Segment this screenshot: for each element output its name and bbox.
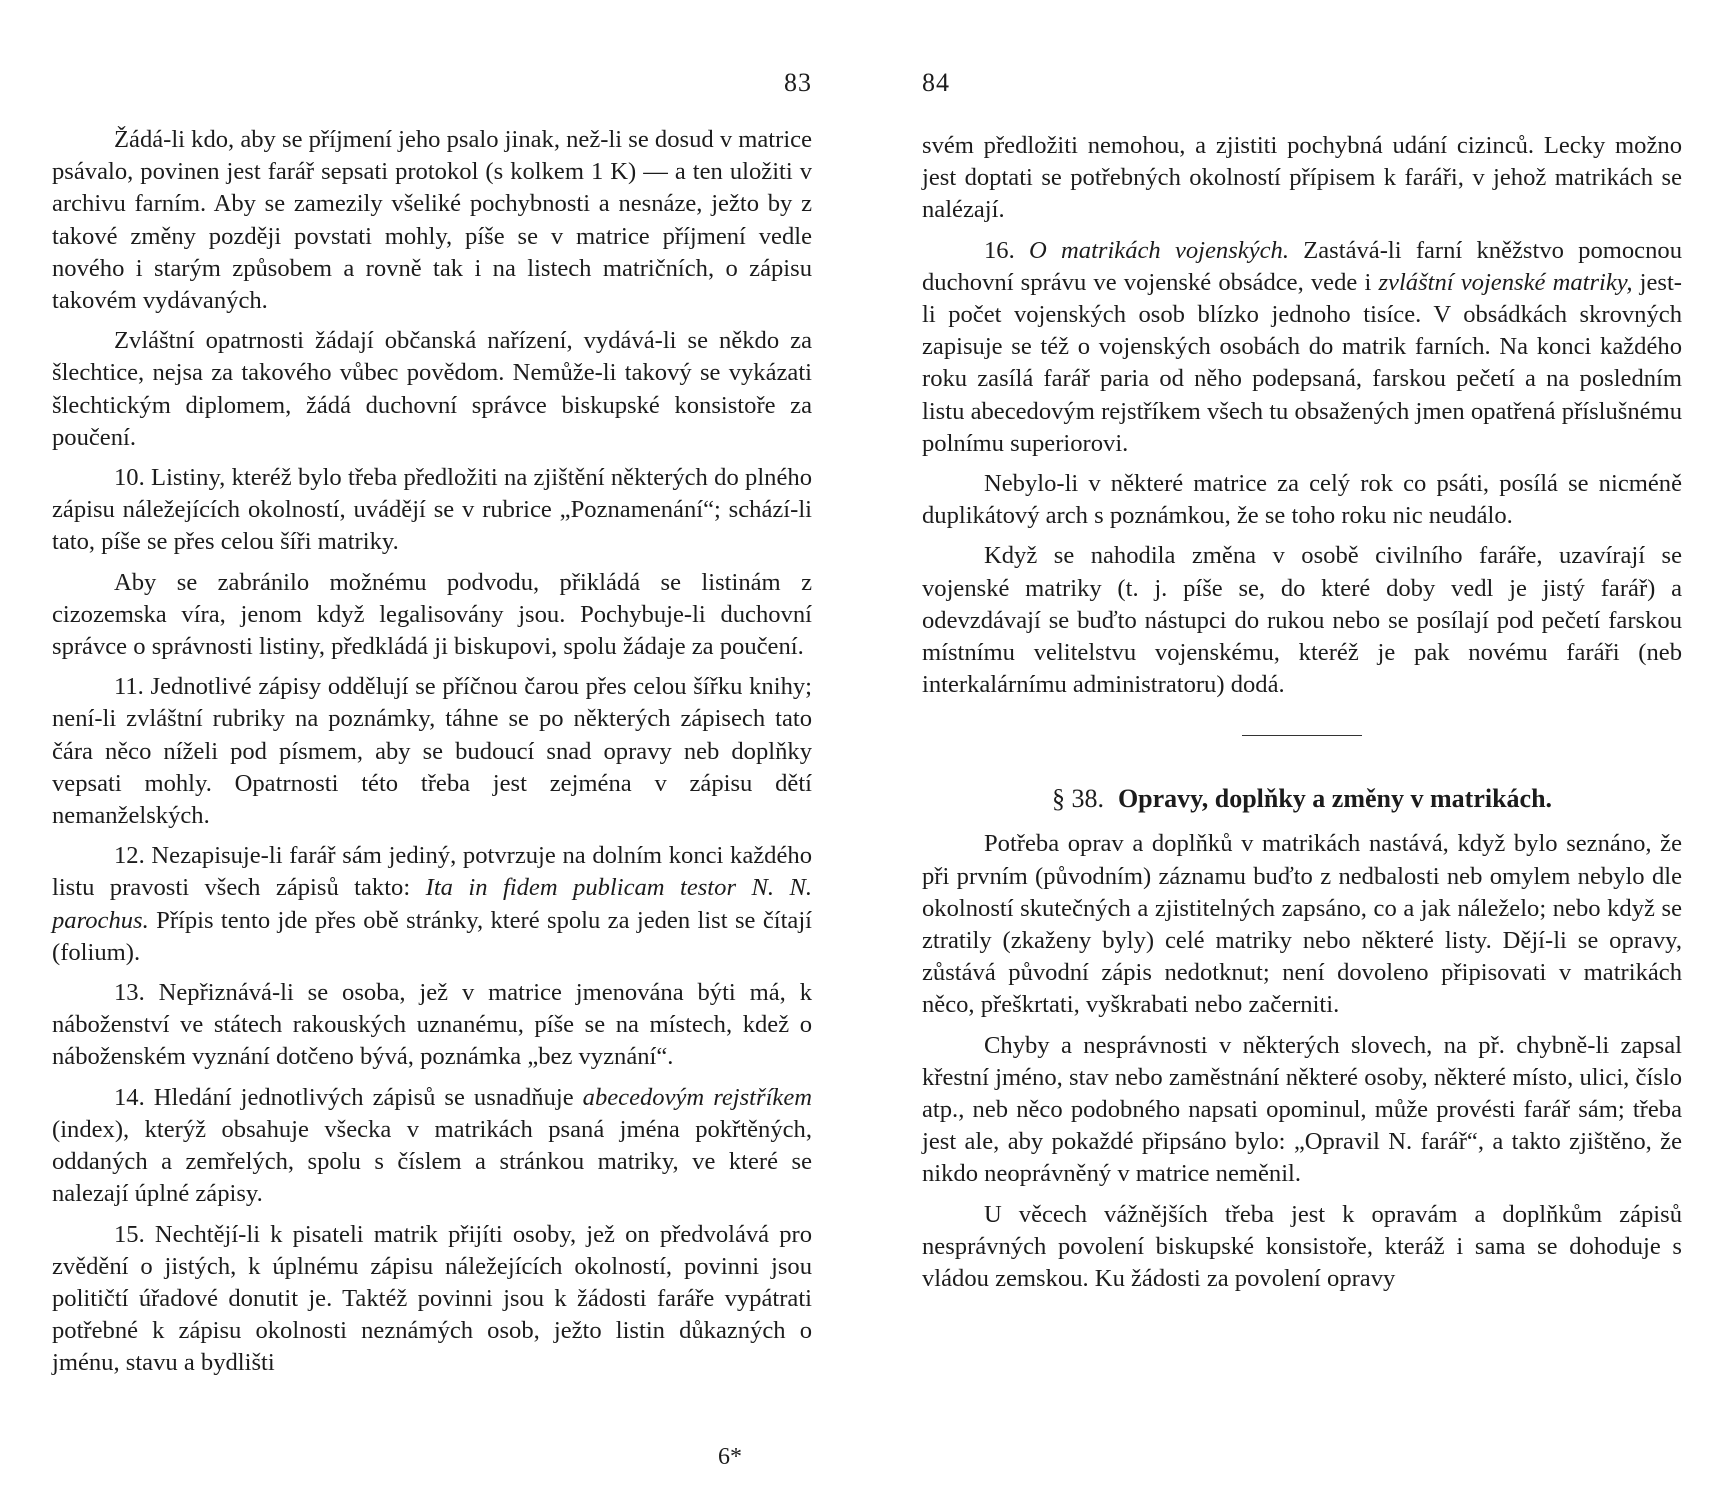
emphasis-term: zvláštní vojenské matriky, [1378, 268, 1633, 296]
paragraph: 15. Nechtějí-li k pisateli matrik přijíti osoby, jež on předvolává pro zvědění o jistých, k úplnému zápisu náležejících okolností, povinni jsou političtí úřadové donutit je. Taktéž povinni jsou k žádosti faráře vypátrati potřebné k zápisu okolnosti neznámých osob, ježto listin důkazných o jménu, stavu a bydlišti [52, 1220, 812, 1377]
paragraph: Zvláštní opatrnosti žádají občanská nařízení, vydává-li se někdo za šlechtice, nejsa za takového vůbec povědom. Nemůže-li takový se vykázati šlechtickým diplomem, žádá duchovní správce biskupské konsistoře za poučení. [52, 327, 812, 451]
paragraph: Potřeba oprav a doplňků v matrikách nastává, když bylo seznáno, že při prvním (původním) záznamu buďto z nedbalosti neb omylem nebylo dle okolností skutečných a zjistitelných zapsáno, co a jak náleželo; nebo když se ztratily (zkaženy byly) celé matriky nebo některé listy. Dějí-li se opravy, zůstává původní zápis nedotknut; není dovoleno připisovati v matrikách něco, přeškrtati, vyškrabati nebo začerniti. [922, 830, 1682, 1019]
emphasis-term: abecedovým rejstříkem [582, 1083, 813, 1111]
paragraph-text: Přípis tento jde přes obě stránky, které spolu za jeden list se čítají (folium). [52, 906, 812, 966]
section-number: § 38. [1051, 784, 1104, 814]
paragraph-text: 12. Nezapisuje-li farář sám jediný, potvrzuje na dolním konci každého listu pravosti všech zápisů takto: [52, 842, 812, 902]
paragraph-text: Zastává-li farní kněžstvo pomocnou duchovní správu ve vojenské obsádce, vede i [922, 236, 1682, 296]
emphasis-term: O matrikách vojenských. [1029, 236, 1289, 264]
paragraph: 10. Listiny, kteréž bylo třeba předložiti na zjištění některých do plného zápisu náležejících okolností, uvádějí se v rubrice „Poznamenání“; schází-li tato, píše se přes celou šíři matriky. [52, 464, 812, 556]
left-body-text [52, 124, 812, 1388]
paragraph-text: 14. Hledání jednotlivých zápisů se usnadňuje [114, 1083, 583, 1111]
signature-mark: 6* [718, 1444, 742, 1470]
paragraph: Aby se zabránilo možnému podvodu, přikládá se listinám z cizozemska víra, jenom když legalisovány jsou. Pochybuje-li duchovní správce o správnosti listiny, předkládá ji biskupovi, spolu žádaje za poučení. [52, 568, 812, 661]
right-body-text [922, 130, 1682, 1303]
paragraph-text: 16. [984, 236, 1029, 264]
paragraph: U věcech vážnějších třeba jest k opravám a doplňkům zápisů nesprávných povolení biskupské konsistoře, kteráž i sama se dohoduje s vládou zemskou. Ku žádosti za povolení opravy [922, 1200, 1682, 1293]
paragraph [52, 1082, 812, 1211]
latin-formula: Ita in fidem publicam testor N. N. parochus. [52, 874, 812, 934]
paragraph [52, 840, 812, 969]
section-heading [922, 782, 1682, 816]
paragraph: 11. Jednotlivé zápisy oddělují se příčnou čarou přes celou šířku knihy; není-li zvláštní rubriky na poznámky, táhne se po některých zápisech tato čára něco níželi pod písmem, aby se budoucí snad opravy neb doplňky vepsati mohly. Opatrnosti této třeba jest zejména v zápisu dětí nemanželských. [52, 673, 812, 830]
paragraph: Žádá-li kdo, aby se příjmení jeho psalo jinak, než-li se dosud v matrice psávalo, povinen jest farář sepsati protokol (s kolkem 1 K) — a ten uložiti v archivu farním. Aby se zamezily všeliké pochybnosti a nesnáze, ježto by z takové změny později povstati mohly, píše se v matrice příjmení vedle nového i starým způsobem a rovně tak i na listech matričních, o zápisu takovém vydávaných. [52, 126, 812, 315]
paragraph: Když se nahodila změna v osobě civilního faráře, uzavírají se vojenské matriky (t. j. píše se, do které doby vedl je jistý farář) a odevzdávají se buďto nástupci do rukou nebo se posílají pod pečetí farskou místnímu velitelstvu vojenskému, kteréž je pak novému faráři (neb interkalárnímu administratoru) dodá. [922, 542, 1682, 699]
paragraph: 13. Nepřiznává-li se osoba, jež v matrice jmenována býti má, k náboženství ve státech rakouských uznanému, píše se na místech, kdež o náboženském vyznání dotčeno bývá, poznámka „bez vyznání“. [52, 979, 812, 1071]
paragraph-text: jest-li počet vojenských osob blízko jednoho tisíce. V obsádkách skrovných zapisuje se též o vojenských osobách do matrik farních. Na konci každého roku zasílá farář paria od něho podepsaná, farskou pečetí a na posledním listu abecedovým rejstříkem všech tu obsažených jmen opatřená příslušnému polnímu superiorovi. [922, 268, 1682, 457]
page-number: 84 [922, 68, 950, 97]
paragraph-text: (index), kterýž obsahuje všecka v matrikách psaná jména pokřtěných, oddaných a zemřelých, spolu s číslem a stránkou matriky, ve které se nalezají úplné zápisy. [52, 1115, 812, 1208]
section-divider [1242, 735, 1362, 736]
paragraph: Chyby a nesprávnosti v některých slovech, na př. chybně-li zapsal křestní jméno, stav nebo zaměstnání některé osoby, některé místo, ulici, číslo atp., neb něco podobného napsati opominul, může provésti farář sám; třeba jest ale, aby pokaždé připsáno bylo: „Opravil N. farář“, a takto zjištěno, že nikdo neoprávněný v matrice neměnil. [922, 1031, 1682, 1188]
page-number: 83 [784, 68, 812, 97]
paragraph [922, 235, 1682, 460]
paragraph: svém předložiti nemohou, a zjistiti pochybná udání cizinců. Lecky možno jest doptati se potřebných okolností přípisem k faráři, v jehož matrikách se nalézají. [922, 132, 1682, 224]
paragraph: Nebylo-li v některé matrice za celý rok co psáti, posílá se nicméně duplikátový arch s poznámkou, že se toho roku nic neudálo. [922, 470, 1682, 530]
section-title: Opravy, doplňky a změny v matrikách. [1117, 784, 1553, 814]
